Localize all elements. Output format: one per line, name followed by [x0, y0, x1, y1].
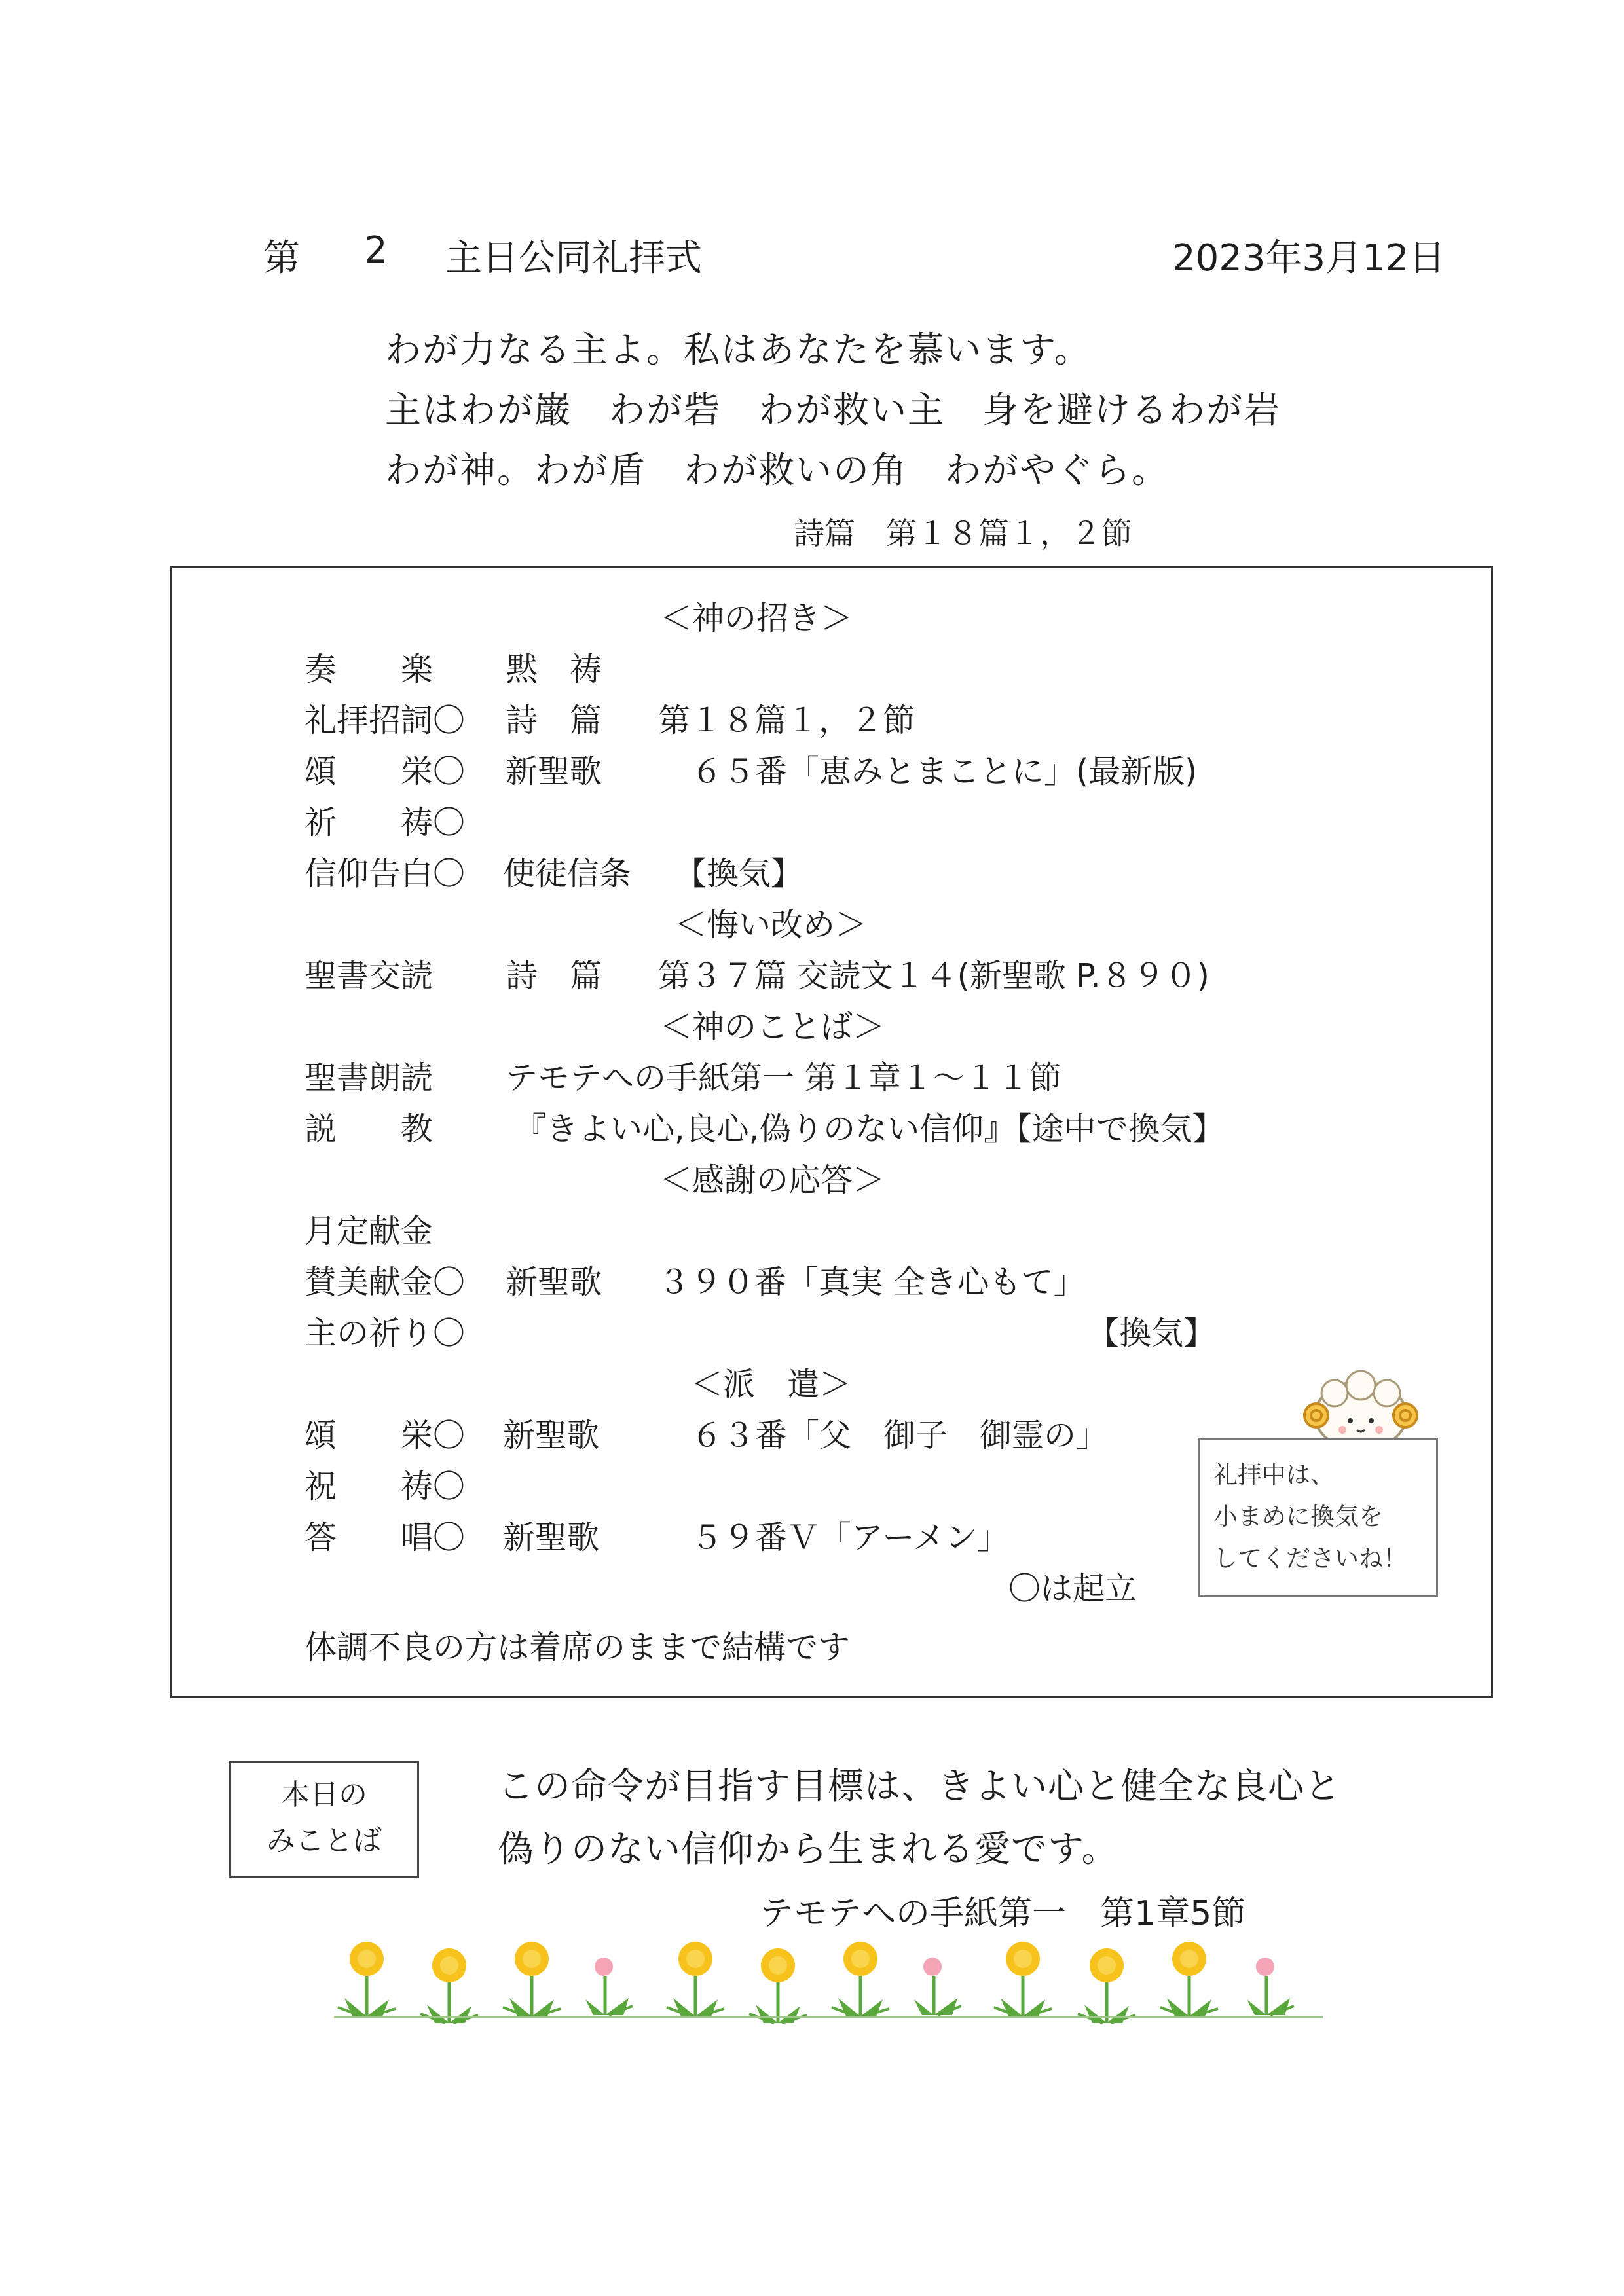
row-col3-offering-hymn: ３９０番「真実 全き心もて」 [658, 1264, 1086, 1301]
row-col2-scripture-reading: テモテへの手紙第一 第１章１～１１節 [506, 1059, 1061, 1097]
dandelion-icon [420, 1948, 478, 2023]
todays-word-reference: テモテへの手紙第一 第1章5節 [760, 1894, 1246, 1933]
ventilation-note-line-3: してくださいね！ [1213, 1544, 1407, 1573]
ventilation-note-box [1198, 1438, 1438, 1597]
row-col3-confession: 【換気】 [674, 855, 803, 892]
section-call: ＜神の招き＞ [660, 600, 853, 637]
row-label-doxology: 頌 栄〇 [304, 753, 466, 790]
section-response: ＜感謝の応答＞ [660, 1161, 885, 1199]
header-dai: 第 [263, 237, 300, 280]
row-col2-amen: 新聖歌 [503, 1519, 600, 1556]
row-col2-confession: 使徒信条 [503, 855, 632, 892]
dandelion-icon [503, 1942, 561, 2016]
ventilation-note-line-2: 小まめに換気を [1213, 1503, 1383, 1531]
row-label-prelude: 奏 楽 [304, 651, 434, 688]
row-label-amen: 答 唱〇 [304, 1519, 466, 1556]
row-col2-call-to-worship: 詩 篇 [506, 702, 602, 739]
opening-verse-line-1: わが力なる主よ。私はあなたを慕います。 [385, 329, 1092, 371]
dandelion-icon [1160, 1942, 1218, 2016]
opening-verse-reference: 詩篇 第１８篇１，２節 [794, 516, 1132, 552]
todays-word-line-1: この命令が目指す目標は、きよい心と健全な良心と [498, 1765, 1342, 1807]
row-label-confession: 信仰告白〇 [304, 855, 466, 892]
row-col3-responsive-reading: 第３７篇 交読文１４(新聖歌 P.８９０) [658, 957, 1209, 994]
dandelion-icon [749, 1948, 807, 2023]
dandelion-icon [994, 1942, 1052, 2016]
row-col2-offering-hymn: 新聖歌 [506, 1264, 602, 1301]
row-col3-amen: ５９番Ｖ「アーメン」 [691, 1519, 1010, 1556]
row-col2-prelude: 黙 祷 [506, 651, 602, 688]
row-col3-call-to-worship: 第１８篇１，２節 [658, 702, 915, 739]
row-col2-sermon: 『きよい心,良心,偽りのない信仰』【途中で換気】 [514, 1110, 1225, 1148]
todays-word-label-box [229, 1761, 419, 1878]
row-col3-lords-prayer: 【換気】 [1087, 1315, 1216, 1352]
row-col3-doxology: ６５番「恵みとまことに」(最新版) [691, 753, 1198, 790]
dandelion-icon [338, 1942, 396, 2016]
row-label-responsive-reading: 聖書交読 [304, 957, 434, 994]
row-label-doxology-2: 頌 栄〇 [304, 1417, 466, 1454]
todays-word-line-2: 偽りのない信仰から生まれる愛です。 [498, 1828, 1118, 1870]
opening-verse-line-3: わが神。わが盾 わが救いの角 わがやぐら。 [385, 449, 1170, 491]
row-label-call-to-worship: 礼拝招詞〇 [304, 702, 466, 739]
service-title: 主日公同礼拝式 [445, 237, 702, 280]
health-note: 体調不良の方は着席のままで結構です [304, 1629, 851, 1666]
todays-word-label-line-2: みことば [267, 1824, 382, 1857]
dandelion-icon [1078, 1948, 1135, 2023]
dandelion-icon [832, 1942, 889, 2016]
row-label-benediction: 祝 祷〇 [304, 1468, 466, 1505]
row-label-lords-prayer: 主の祈り〇 [304, 1315, 466, 1352]
service-number: 2 [364, 229, 388, 272]
row-label-monthly-offering: 月定献金 [304, 1212, 434, 1250]
row-col2-doxology-2: 新聖歌 [503, 1417, 600, 1454]
dandelion-icon [667, 1942, 724, 2016]
pink-flower-icon [585, 1958, 633, 2015]
section-word: ＜神のことば＞ [660, 1008, 885, 1046]
row-col3-doxology-2: ６３番「父 御子 御霊の」 [691, 1417, 1109, 1454]
row-label-scripture-reading: 聖書朗読 [304, 1059, 434, 1097]
opening-verse-line-2: 主はわが巌 わが砦 わが救い主 身を避けるわが岩 [385, 389, 1282, 431]
pink-flower-icon [914, 1958, 961, 2015]
row-col2-responsive-reading: 詩 篇 [506, 957, 602, 994]
standing-note: 〇は起立 [1008, 1570, 1137, 1607]
dandelion-border [327, 1931, 1336, 2030]
row-label-prayer: 祈 祷〇 [304, 804, 466, 841]
row-label-offering-hymn: 賛美献金〇 [304, 1264, 466, 1301]
row-col2-doxology: 新聖歌 [506, 753, 602, 790]
service-date: 2023年3月12日 [1172, 237, 1446, 280]
section-sending: ＜派 遣＞ [691, 1366, 852, 1403]
pink-flower-icon [1247, 1958, 1294, 2015]
todays-word-label-line-1: 本日の [281, 1778, 367, 1812]
row-label-sermon: 説 教 [304, 1110, 434, 1148]
section-repentance: ＜悔い改め＞ [674, 906, 868, 943]
ventilation-note-line-1: 礼拝中は、 [1213, 1461, 1335, 1489]
